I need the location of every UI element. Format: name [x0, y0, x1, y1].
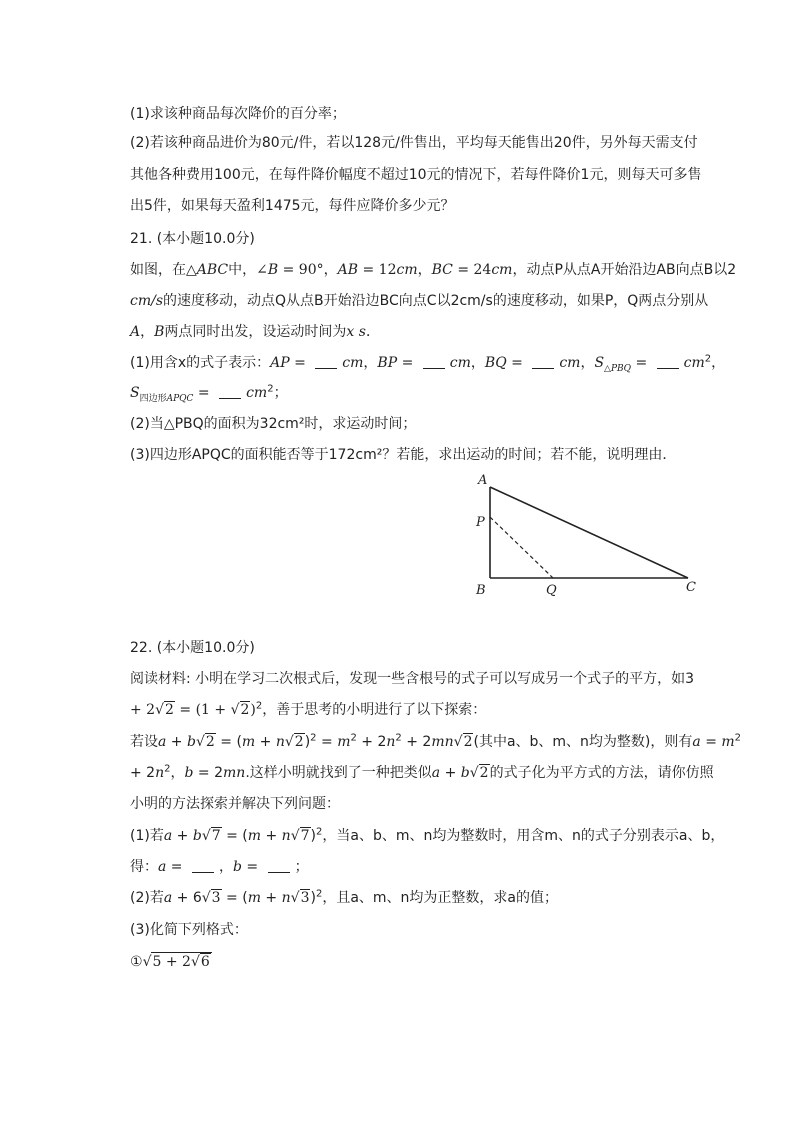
label-a: A — [478, 473, 488, 488]
q22-material-line4: + $2n^2$，b = 2mn.这样小明就找到了一种把类似a + b√2的式子化为平方式的方法，请你仿照 — [130, 763, 714, 781]
q22-header: 22. (本小题10.0分) — [130, 640, 255, 656]
q22-part2: (2)若$a + 6√3 = (m + n√3)^2$，且a、m、n均为正整数，求a的值； — [130, 888, 558, 906]
q20-part1: (1)求该种商品每次降价的百分率； — [130, 106, 346, 122]
q22-part2-tail: ，且a、m、n均为正整数，求a的值； — [322, 890, 558, 906]
blank-bq[interactable] — [532, 354, 554, 369]
q21-part1-line1: (1)用含x的式子表示：AP = cm，BP = cm，BQ = cm，$S_{\triangle PBQ} = cm^2$， — [130, 353, 726, 374]
q22-material-line5: 小明的方法探索并解决下列问题： — [130, 796, 340, 812]
q22-part1-tail: ，当a、b、m、n均为整数时，用含m、n的式子分别表示a、b， — [322, 828, 725, 844]
triangle-figure — [470, 470, 710, 600]
q22-material-line3: 若设$a + b√2 = (m + n√2)^2 = m^2 + 2n^2 + 2mn√2$(其中a、b、m、n均为整数)，则有$a = m^2$ — [130, 732, 742, 750]
q21-quad-label: 四边形 — [139, 393, 167, 404]
blank-s-apqc[interactable] — [219, 384, 241, 399]
q22-part3-item1: ①√5 + 2√6 — [130, 954, 210, 970]
q20-part2-line1: (2)若该种商品进价为80元/件，若以128元/件售出，平均每天能售出20件，另外每天需支付 — [130, 135, 698, 151]
blank-bp[interactable] — [423, 354, 445, 369]
q22-part1-line2-head: 得： — [130, 859, 158, 875]
segment-pq-dashed — [490, 517, 553, 578]
q22-part1-line1: (1)若$a + b√7 = (m + n√7)^2$，当a、b、m、n均为整数时，用含m、n的式子分别表示a、b， — [130, 826, 725, 844]
label-c: C — [686, 580, 696, 595]
blank-ap[interactable] — [315, 354, 337, 369]
q22-material-line2: + $2√2 = (1 + √2)^2$，善于思考的小明进行了以下探索： — [130, 700, 487, 718]
label-b: B — [476, 583, 486, 598]
q22-material-line1: 阅读材料: 小明在学习二次根式后，发现一些含根号的式子可以写成另一个式子的平方，如3 — [130, 671, 695, 687]
q22-part1-line2: 得：a = ，b = ； — [130, 859, 309, 875]
q21-stem-line2: cm/s的速度移动，动点Q从点B开始沿边BC向点C以2cm/s的速度移动，如果P，Q两点分别从 — [130, 293, 709, 309]
q21-header: 21. (本小题10.0分) — [130, 231, 255, 247]
label-p: P — [476, 515, 485, 530]
q22-material-line4-end: 的式子化为平方式的方法，请你仿照 — [489, 765, 714, 781]
q21-part1-label: (1)用含x的式子表示： — [130, 355, 271, 371]
q22-material-line4-tail: 这样小明就找到了一种把类似 — [249, 765, 432, 781]
blank-s-pbq[interactable] — [657, 354, 679, 369]
label-q: Q — [546, 583, 557, 598]
q21-part2: (2)当△PBQ的面积为32cm²时，求运动时间； — [130, 416, 417, 432]
q22-part3-item1-marker: ① — [130, 954, 143, 970]
q22-material-line2-tail: ，善于思考的小明进行了以下探索： — [262, 702, 487, 718]
q21-stem-text-d: 的速度移动，动点Q从点B开始沿边BC向点C以2cm/s的速度移动，如果P，Q两点分别从 — [163, 293, 709, 309]
q21-stem-text-a: 如图，在 — [130, 262, 186, 278]
q20-part2-line3: 出5件，如果每天盈利1475元，每件应降价多少元？ — [130, 198, 455, 214]
q20-part2-line2: 其他各种费用100元，在每件降价幅度不超过10元的情况下，若每件降价1元，则每天可多售 — [130, 167, 702, 183]
q21-stem-text-b: 中， — [228, 262, 257, 278]
q21-part1-line2: $S_{四边形APQC} = cm^2$； — [130, 383, 288, 404]
q21-stem-text-c: 动点P从点A开始沿边AB向点B以2 — [526, 262, 737, 278]
q21-part3: (3)四边形APQC的面积能否等于172cm²？若能，求出运动的时间；若不能，说明理由． — [130, 447, 677, 463]
q21-stem-text-e: 两点同时出发，设运动时间为 — [164, 324, 347, 340]
q22-material-line3-head: 若设 — [130, 734, 158, 750]
q21-stem-line1: 如图，在△ABC中，∠B = 90°，AB = 12cm，BC = 24cm，动点P从点A开始沿边AB向点B以2 — [130, 262, 737, 278]
q21-stem-line3: A，B两点同时出发，设运动时间为x s． — [130, 324, 380, 340]
segment-ac — [490, 487, 688, 578]
blank-a[interactable] — [192, 858, 214, 873]
q22-part3: (3)化简下列格式： — [130, 922, 248, 938]
blank-b[interactable] — [268, 858, 290, 873]
q22-material-line3-mid: (其中a、b、m、n均为整数)，则有 — [473, 734, 693, 750]
